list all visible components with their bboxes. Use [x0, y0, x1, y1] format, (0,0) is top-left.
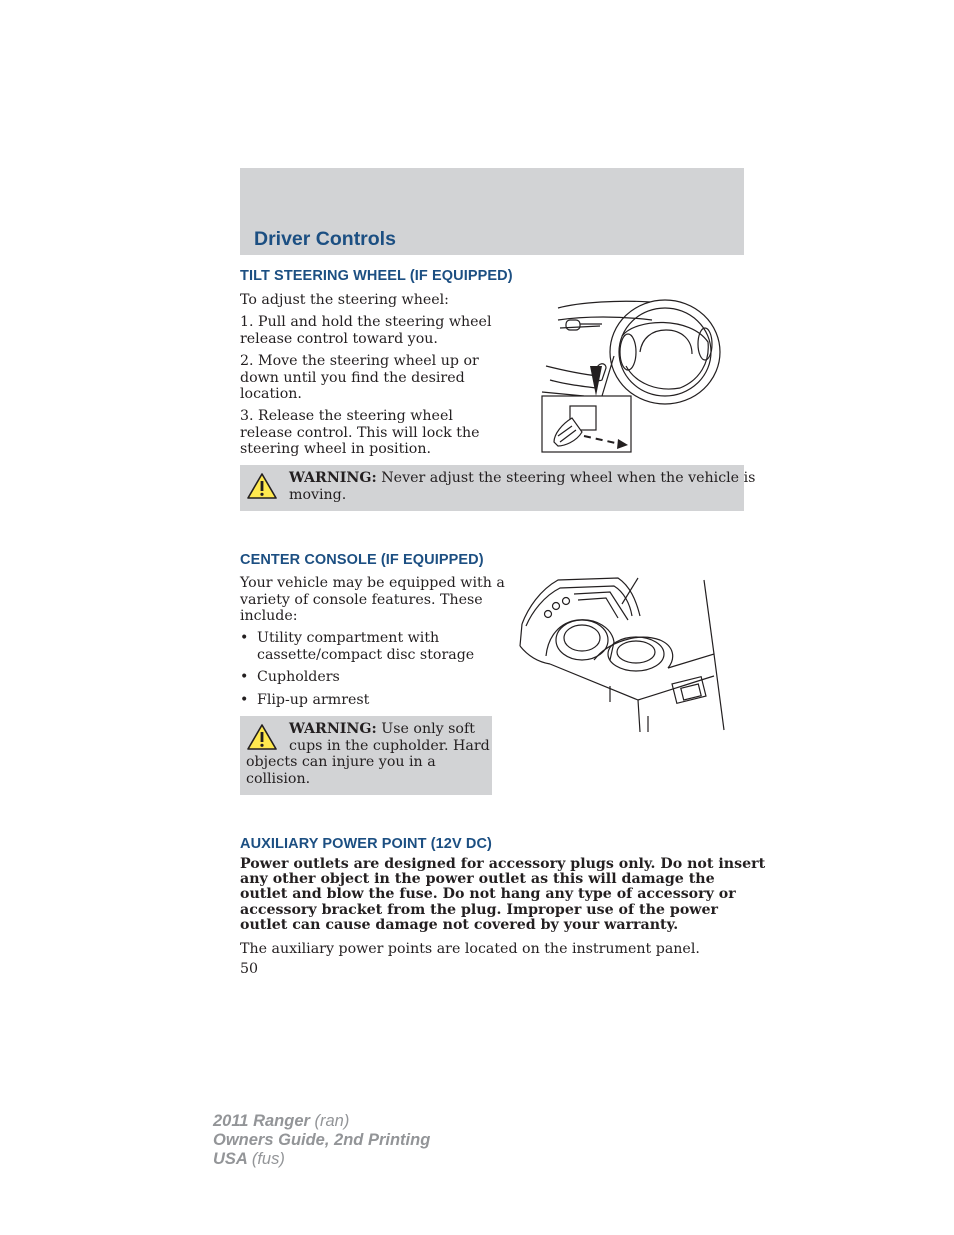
tilt-step-1-line: 1. Pull and hold the steering wheel	[240, 314, 492, 330]
footer-line-2: Owners Guide, 2nd Printing	[213, 1131, 431, 1149]
aux-heading: AUXILIARY POWER POINT (12V DC)	[240, 836, 492, 852]
console-bullet-item	[240, 630, 474, 663]
console-bullet-line	[240, 630, 474, 647]
tilt-step-2-line: 2. Move the steering wheel up or	[240, 353, 479, 369]
tilt-step-3	[240, 408, 480, 458]
footer-line-1	[213, 1112, 430, 1131]
aux-caution-line: outlet and blow the fuse. Do not hang any type of accessory or	[240, 886, 736, 903]
aux-caution-line: Power outlets are designed for accessory plugs only. Do not insert	[240, 856, 766, 872]
console-intro-line: variety of console features. These	[240, 591, 483, 608]
console-bullet-text: Flip-up armrest	[257, 692, 370, 708]
footer-model-code: (ran)	[314, 1112, 350, 1130]
tilt-intro: To adjust the steering wheel:	[240, 292, 449, 308]
document-footer	[213, 1112, 430, 1169]
console-warning-box	[240, 716, 492, 795]
console-warning-line: objects can injure you in a	[246, 754, 436, 770]
bullet-icon: •	[240, 669, 249, 685]
steering-wheel-illustration	[540, 296, 724, 456]
tilt-step-2	[240, 353, 479, 403]
console-warning-line	[289, 721, 490, 738]
console-bullet-item	[240, 669, 340, 686]
tilt-step-3-line: 3. Release the steering wheel	[240, 408, 453, 424]
tilt-step-1-line: release control toward you.	[240, 330, 438, 347]
footer-line-3	[213, 1150, 430, 1169]
tilt-warning-line	[289, 470, 755, 487]
aux-body: The auxiliary power points are located on the instrument panel.	[240, 941, 700, 957]
console-heading: CENTER CONSOLE (IF EQUIPPED)	[240, 552, 484, 568]
aux-caution	[240, 857, 765, 933]
console-warning-label: WARNING:	[289, 721, 377, 737]
tilt-step-3-line: release control. This will lock the	[240, 424, 480, 441]
console-intro	[240, 575, 505, 625]
console-bullet-text: Cupholders	[257, 669, 340, 685]
console-warning-text-bottom	[246, 754, 436, 787]
tilt-step-2-line: location.	[240, 386, 302, 402]
tilt-step-2-line: down until you find the desired	[240, 369, 465, 386]
footer-market-code: (fus)	[251, 1150, 285, 1168]
console-bullet-line: cassette/compact disc storage	[257, 646, 475, 663]
bullet-icon: •	[240, 630, 249, 646]
footer-model: 2011 Ranger	[213, 1112, 310, 1130]
tilt-step-3-line: steering wheel in position.	[240, 441, 431, 457]
console-warning-line-text: Use only soft	[381, 721, 475, 737]
center-console-illustration	[518, 576, 728, 734]
section-header-band	[240, 168, 744, 255]
footer-market: USA	[213, 1150, 248, 1168]
tilt-warning-line-text: Never adjust the steering wheel when the vehicle is	[381, 470, 756, 486]
tilt-heading: TILT STEERING WHEEL (IF EQUIPPED)	[240, 268, 513, 284]
console-bullet-text: Utility compartment with	[257, 630, 440, 646]
console-warning-line: cups in the cupholder. Hard	[289, 737, 490, 754]
console-intro-line: Your vehicle may be equipped with a	[240, 575, 505, 591]
console-warning-line: collision.	[246, 770, 311, 787]
aux-caution-line: any other object in the power outlet as this will damage the	[240, 871, 715, 888]
aux-caution-line: outlet can cause damage not covered by your warranty.	[240, 916, 679, 933]
console-intro-line: include:	[240, 608, 298, 624]
tilt-step-1	[240, 314, 492, 347]
aux-caution-line: accessory bracket from the plug. Improper use of the power	[240, 901, 718, 918]
page-number: 50	[240, 961, 259, 977]
tilt-warning-text	[289, 470, 755, 503]
tilt-warning-line: moving.	[289, 486, 347, 503]
console-warning-text-top	[289, 721, 490, 754]
warning-triangle-icon	[246, 472, 278, 500]
section-title: Driver Controls	[254, 228, 396, 250]
tilt-warning-box	[240, 465, 756, 511]
console-bullet-item	[240, 692, 369, 709]
tilt-warning-label: WARNING:	[289, 470, 377, 486]
bullet-icon: •	[240, 692, 249, 708]
warning-triangle-icon	[246, 723, 278, 751]
